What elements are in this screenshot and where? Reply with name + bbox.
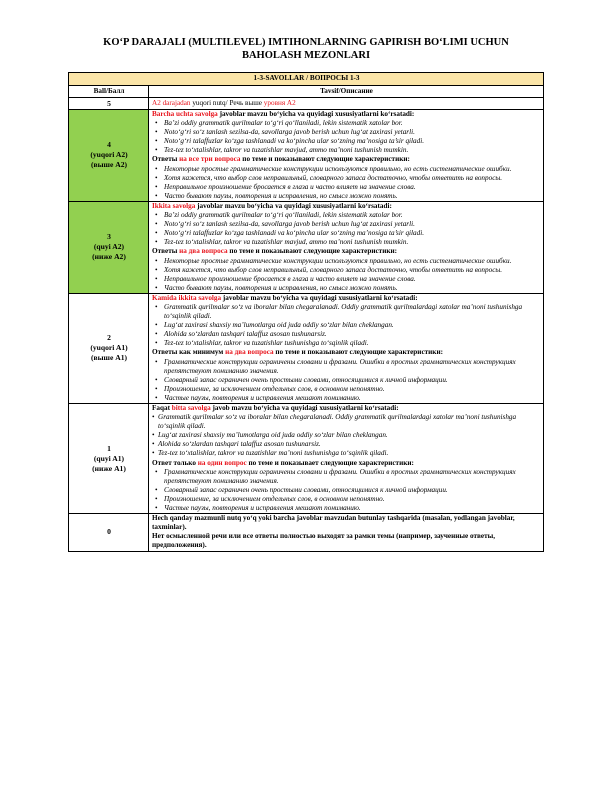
question-count: на все три вопроса — [179, 155, 241, 164]
score-cell — [69, 110, 149, 202]
document-title — [0, 36, 612, 62]
level-text: yuqori nutq/ Речь выше — [190, 98, 264, 107]
score-line: (yuqori A2) — [90, 150, 128, 160]
uz-criteria-heading — [152, 202, 541, 211]
uz-criterion-item: • Noto‘g‘ri so‘z tanlash sezilsa-da, savollarga javob berish uchun lug‘at zaxirasi yetarli. — [152, 128, 541, 137]
ru-criteria-heading — [152, 155, 541, 164]
column-header-row — [69, 86, 544, 98]
question-count: на два вопроса — [225, 348, 274, 357]
heading-text: по теме и показывают следующие характеристики: — [240, 155, 410, 164]
uz-criterion-item: • Tez-tez to‘xtalishlar, takror va tuzatishlar tushunishga to‘sqinlik qiladi. — [152, 339, 541, 348]
description-cell — [149, 201, 544, 293]
uz-zero-description: Hech qanday mazmunli nutq yo‘q yoki barcha javoblar mavzudan butunlay tashqarida (masalan, yodlangan javoblar, taxminlar). — [152, 514, 515, 532]
score-line: (ниже A1) — [92, 463, 126, 473]
criteria-table — [68, 72, 544, 552]
description-cell — [149, 98, 544, 110]
heading-text: по теме и показывает следующие характеристики: — [246, 458, 414, 467]
column-header-ball: Ball/Балл — [69, 86, 149, 98]
ru-criterion-item: • Неправильное произношение бросается в глаза и часто влияет на значение слова. — [152, 183, 541, 192]
question-count: bitta savolga — [171, 404, 211, 412]
ru-criterion-item: • Некоторые простые грамматические конструкции используются правильно, но есть систематические ошибки. — [152, 165, 541, 174]
ru-criterion-item: • Словарный запас ограничен очень простыми словами, относящимися к личной информации. — [152, 376, 541, 385]
heading-prefix: Ответы — [152, 155, 180, 164]
uz-criterion-item: • Lug‘at zaxirasi shaxsiy ma’lumotlarga oid juda oddiy so‘zlar bilan cheklangan. — [152, 321, 541, 330]
heading-text: javoblar mavzu bo‘yicha va quyidagi xususiyatlarni ko‘rsatadi: — [195, 201, 392, 210]
ru-criterion-item: • Хотя кажется, что выбор слов неправильный, словарного запаса достаточно, чтобы ответить на вопросы. — [152, 266, 541, 275]
score-cell — [69, 98, 149, 110]
uz-criterion-item: • Alohida so‘zlardan tashqari talaffuz asosan tushunarsiz. — [152, 330, 541, 339]
ru-criterion-item: • Грамматические конструкции ограничены словами и фразами. Ошибки в простых грамматических конструкциях препятствуют пониманию значения. — [152, 358, 541, 376]
title-line-1: KO‘P DARAJALI (MULTILEVEL) IMTIHONLARNING GAPIRISH BO‘LIMI UCHUN — [103, 37, 509, 48]
uz-criterion-item: • Noto‘g‘ri so‘z tanlash sezilsa-da, savollarga javob berish uchun lug‘at zaxirasi yetarli. — [152, 220, 541, 229]
heading-text: по теме и показывают следующие характеристики: — [273, 348, 443, 357]
uz-criterion-item: • Tez-tez to‘xtalishlar, takror va tuzatishlar ma’noni tushunishga to‘sqinlik qiladi. — [152, 449, 541, 458]
uz-criterion-item: • Alohida so‘zlardan tashqari talaffuz asosan tushunarsiz. — [152, 440, 541, 449]
score-line: 1 — [107, 443, 111, 453]
uz-criterion-item: • Ba’zi oddiy grammatik qurilmalar to‘g‘ri qo‘llaniladi, lekin sistematik xatolar bor. — [152, 211, 541, 220]
title-line-2: BAHOLASH MEZONLARI — [241, 50, 371, 61]
score-line: (quyi A1) — [93, 453, 125, 463]
ru-criterion-item: • Частые паузы, повторения и исправления мешают пониманию. — [152, 394, 541, 403]
heading-prefix: Ответы — [152, 247, 180, 256]
ru-criteria-heading — [152, 459, 541, 468]
heading-prefix: Ответ только — [152, 458, 198, 467]
ru-criterion-item: • Частые паузы, повторения и исправления мешают пониманию. — [152, 504, 541, 513]
ru-criterion-item: • Произношение, за исключением отдельных слов, в основном непонятно. — [152, 385, 541, 394]
ru-criterion-item: • Хотя кажется, что выбор слов неправильный, словарного запаса достаточно, чтобы ответить на вопросы. — [152, 174, 541, 183]
question-count: на два вопроса — [179, 247, 228, 256]
score-cell — [69, 293, 149, 403]
ru-criteria-heading — [152, 348, 541, 357]
heading-text: javob mavzu bo‘yicha va quyidagi xususiyatlarni ko‘rsatadi: — [210, 404, 399, 412]
question-count: на один вопрос — [197, 458, 247, 467]
heading-text: javoblar mavzu bo‘yicha va quyidagi xususiyatlarni ko‘rsatadi: — [217, 110, 415, 118]
uz-criteria-heading — [152, 110, 541, 119]
criteria-row — [69, 293, 544, 403]
description-cell — [149, 110, 544, 202]
uz-criterion-item: • Ba’zi oddiy grammatik qurilmalar to‘g‘ri qo‘llaniladi, lekin sistematik xatolar bor. — [152, 119, 541, 128]
criteria-row — [69, 404, 544, 514]
ru-criterion-item: • Грамматические конструкции ограничены словами и фразами. Ошибки в простых грамматических конструкциях препятствуют пониманию значения. — [152, 468, 541, 486]
uz-criterion-item: • Lug‘at zaxirasi shaxsiy ma’lumotlarga oid juda oddiy so‘zlar bilan cheklangan. — [152, 431, 541, 440]
question-count: Kamida ikkita savolga — [152, 293, 222, 302]
heading-text: javoblar mavzu bo‘yicha va quyidagi xususiyatlarni ko‘rsatadi: — [221, 293, 418, 302]
ru-criterion-item: • Неправильное произношение бросается в глаза и часто влияет на значение слова. — [152, 275, 541, 284]
score-cell — [69, 404, 149, 514]
score-line: (выше A2) — [90, 160, 128, 170]
criteria-row — [69, 514, 544, 551]
score-line: 0 — [107, 527, 111, 537]
criteria-row — [69, 98, 544, 110]
criteria-row — [69, 201, 544, 293]
section-header-row — [69, 73, 544, 86]
score-line: (ниже A2) — [92, 252, 126, 262]
heading-prefix: Faqat — [152, 404, 172, 412]
criteria-row — [69, 110, 544, 202]
question-count: Ikkita savolga — [152, 201, 196, 210]
score-line: 5 — [107, 98, 111, 108]
uz-criteria-heading — [152, 404, 541, 413]
uz-criterion-item: • Tez-tez to‘xtalishlar, takror va tuzatishlar mavjud, ammo ma’noni tushunish mumkin. — [152, 238, 541, 247]
uz-criterion-item: • Noto‘g‘ri talaffuzlar ko‘zga tashlanadi va ko‘pincha ular so‘zning ma’nosiga ta’sir qiladi. — [152, 137, 541, 146]
uz-criterion-item: • Tez-tez to‘xtalishlar, takror va tuzatishlar mavjud, ammo ma’noni tushunish mumkin. — [152, 146, 541, 155]
uz-criterion-item: • Noto‘g‘ri talaffuzlar ko‘zga tashlanadi va ko‘pincha ular so‘zning ma’nosiga ta’sir qiladi. — [152, 229, 541, 238]
score-line: 2 — [107, 333, 111, 343]
ru-criterion-item: • Часто бывают паузы, повторения и исправления, но смысл можно понять. — [152, 192, 541, 201]
section-title: 1-3-SAVOLLAR / ВОПРОСЫ 1-3 — [69, 73, 544, 86]
ru-criterion-item: • Произношение, за исключением отдельных слов, в основном непонятно. — [152, 495, 541, 504]
level-label-ru: уровня A2 — [263, 98, 296, 107]
ru-criteria-heading — [152, 247, 541, 256]
description-cell — [149, 514, 544, 551]
uz-criterion-item: • Grammatik qurilmalar so‘z va iboralar bilan chegaralanadi. Oddiy grammatik qurilmalardagi xatolar ma’noni tushunishga to‘sqinlik qiladi. — [152, 303, 541, 321]
heading-prefix: Ответы как минимум — [152, 348, 226, 357]
score-line: (quyi A2) — [93, 242, 125, 252]
score-line: (yuqori A1) — [90, 343, 128, 353]
column-header-description: Tavsif/Описание — [149, 86, 544, 98]
score-cell — [69, 201, 149, 293]
uz-criterion-item: • Grammatik qurilmalar so‘z va iboralar bilan chegaralanadi. Oddiy grammatik qurilmalardagi xatolar ma’noni tushunishga to‘sqinlik qiladi. — [152, 413, 541, 431]
criteria-rows — [69, 98, 544, 552]
level-label: A2 darajadan — [152, 98, 191, 107]
ru-zero-description: Нет осмысленной речи или все ответы полностью выходят за рамки темы (например, заученные ответы, предположения). — [152, 532, 496, 550]
score-line: (выше A1) — [90, 353, 128, 363]
ru-criterion-item: • Словарный запас ограничен очень простыми словами, относящимися к личной информации. — [152, 486, 541, 495]
score-cell — [69, 514, 149, 551]
ru-criterion-item: • Некоторые простые грамматические конструкции используются правильно, но есть систематические ошибки. — [152, 257, 541, 266]
description-cell — [149, 293, 544, 403]
score-line: 3 — [107, 232, 111, 242]
uz-criteria-heading — [152, 294, 541, 303]
description-cell — [149, 404, 544, 514]
score-line: 4 — [107, 140, 111, 150]
ru-criterion-item: • Часто бывают паузы, повторения и исправления, но смысл можно понять. — [152, 284, 541, 293]
heading-text: по теме и показывают следующие характеристики: — [227, 247, 398, 256]
question-count: Barcha uchta savolga — [152, 110, 218, 118]
